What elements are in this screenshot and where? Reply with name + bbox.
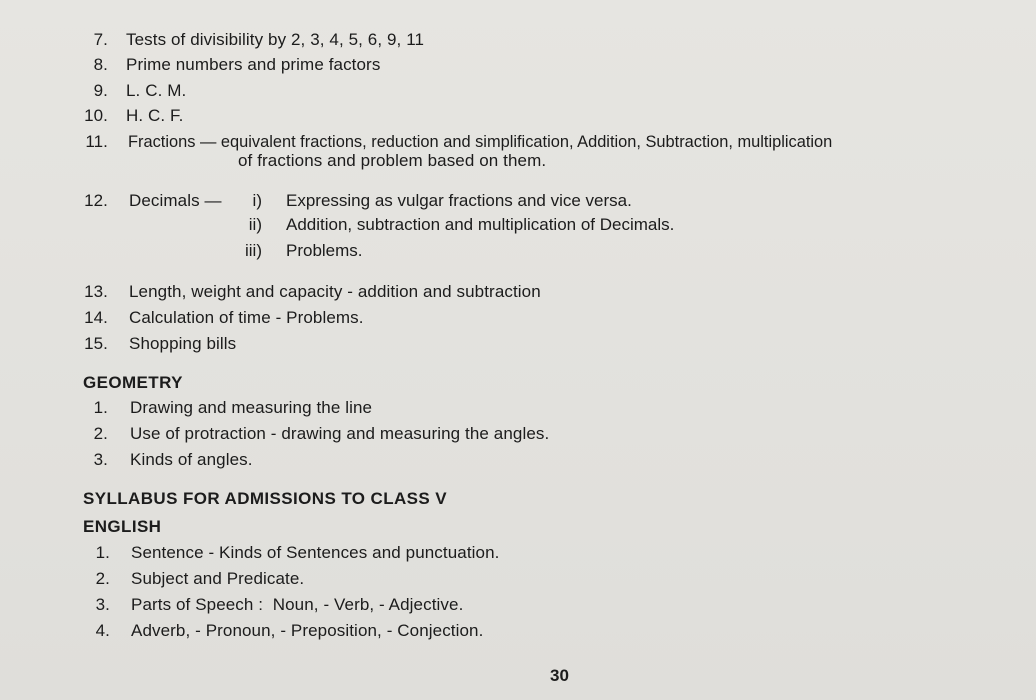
item-number: 13.	[84, 282, 108, 301]
subheading-english: ENGLISH	[83, 517, 162, 536]
item-number: 15.	[84, 334, 108, 353]
sub-item-number: i)	[252, 191, 262, 210]
item-number: 1.	[93, 398, 108, 417]
sub-item-text: Expressing as vulgar fractions and vice versa.	[286, 191, 632, 210]
item-number: 3.	[93, 450, 108, 469]
page-number: 30	[550, 666, 569, 685]
section-heading-syllabus: SYLLABUS FOR ADMISSIONS TO CLASS V	[83, 489, 448, 508]
item-number: 9.	[93, 81, 108, 100]
item-text: L. C. M.	[126, 81, 187, 100]
item-number: 7.	[93, 30, 108, 49]
item-text: Decimals —	[129, 191, 222, 210]
item-text: Subject and Predicate.	[131, 569, 305, 588]
item-text: Fractions — equivalent fractions, reduction and simplification, Addition, Subtraction, multiplication	[128, 133, 833, 151]
section-heading-geometry: GEOMETRY	[83, 373, 183, 392]
sub-item-text: Problems.	[286, 241, 363, 260]
item-text: Tests of divisibility by 2, 3, 4, 5, 6, 9, 11	[126, 30, 425, 49]
item-number: 2.	[93, 424, 108, 443]
item-number: 3.	[95, 595, 110, 614]
item-number: 10.	[84, 106, 108, 125]
item-number: 8.	[93, 55, 108, 74]
item-text: Prime numbers and prime factors	[126, 55, 381, 74]
item-text-continuation: of fractions and problem based on them.	[238, 151, 547, 170]
sub-item-number: iii)	[245, 241, 262, 260]
item-text: Shopping bills	[129, 334, 237, 353]
item-text: Parts of Speech : Noun, - Verb, - Adjective.	[131, 595, 464, 614]
item-number: 2.	[95, 569, 110, 588]
item-text: Drawing and measuring the line	[130, 398, 373, 417]
item-number: 11.	[85, 132, 108, 151]
sub-item-text: Addition, subtraction and multiplication of Decimals.	[286, 215, 675, 234]
item-text: Kinds of angles.	[130, 450, 253, 469]
item-text: Use of protraction - drawing and measuring the angles.	[130, 424, 550, 443]
item-text: Length, weight and capacity - addition and subtraction	[129, 282, 541, 301]
item-number: 14.	[84, 308, 108, 327]
item-text: Adverb, - Pronoun, - Preposition, - Conjection.	[131, 621, 484, 640]
item-number: 1.	[95, 543, 110, 562]
sub-item-number: ii)	[248, 215, 262, 234]
item-number: 4.	[95, 621, 110, 640]
item-text: Calculation of time - Problems.	[129, 308, 364, 327]
item-text: Sentence - Kinds of Sentences and punctuation.	[131, 543, 500, 562]
item-number: 12.	[84, 191, 108, 210]
item-text: H. C. F.	[126, 106, 184, 125]
